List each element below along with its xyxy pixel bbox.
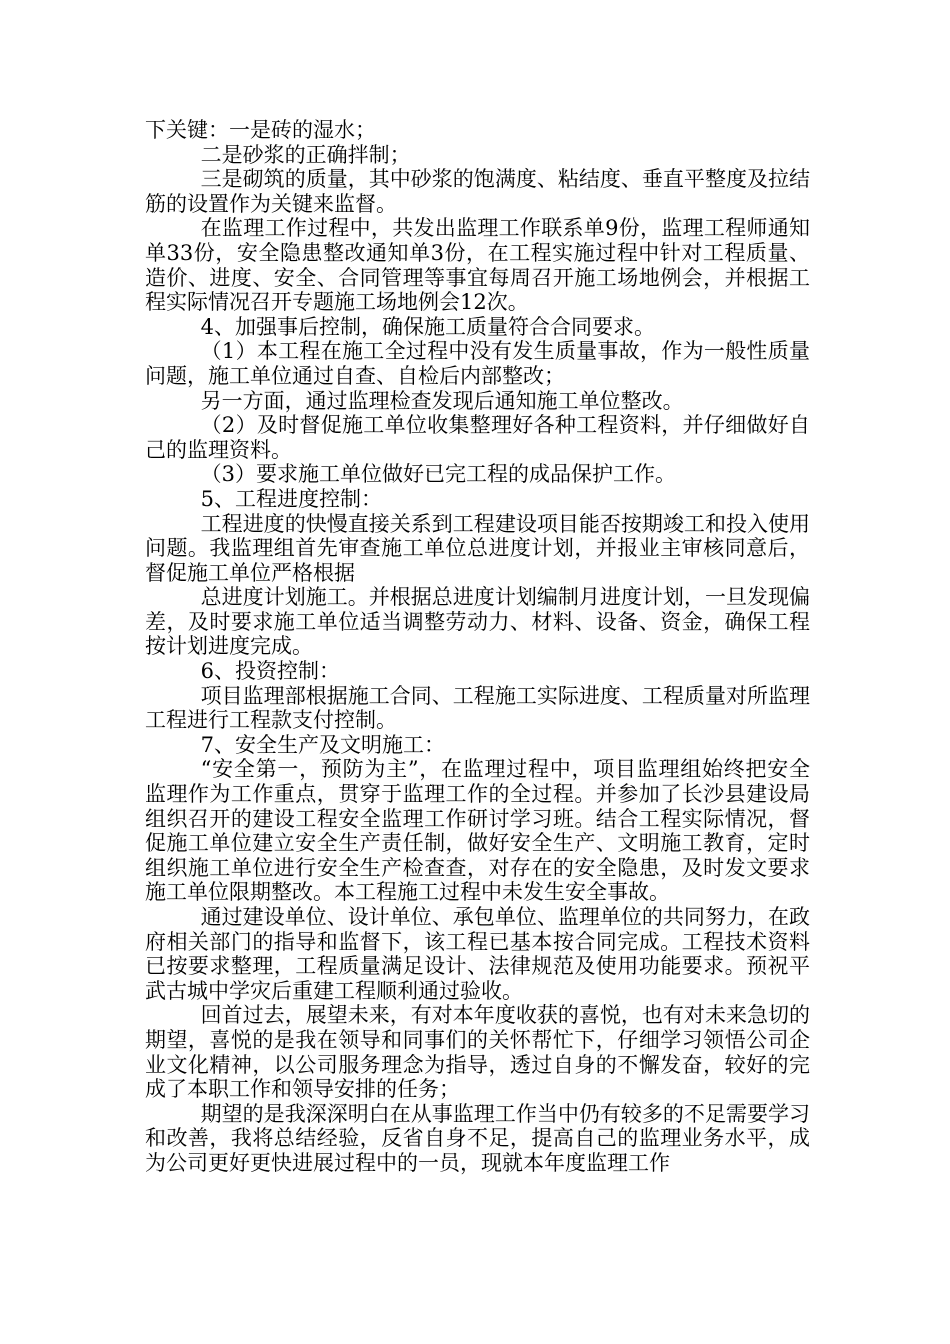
paragraph: 通过建设单位、设计单位、承包单位、监理单位的共同努力，在政府相关部门的指导和监督下，该工程已基本按合同完成。工程技术资料已按要求整理，工程质量满足设计、法律规范及使用功能要求。预祝平武古城中学灾后重建工程顺利通过验收。 xyxy=(145,905,810,1003)
paragraph: 回首过去，展望未来，有对本年度收获的喜悦，也有对未来急切的期望，喜悦的是我在领导和同事们的关怀帮忙下，仔细学习领悟公司企业文化精神，以公司服务理念为指导，透过自身的不懈发奋，较好的完成了本职工作和领导安排的任务； xyxy=(145,1003,810,1102)
paragraph: 另一方面，通过监理检查发现后通知施工单位整改。 xyxy=(200,388,684,413)
paragraph: 下关键：一是砖的湿水； xyxy=(145,118,376,142)
paragraph: 项目监理部根据施工合同、工程施工实际进度、工程质量对所监理工程进行工程款支付控制。 xyxy=(145,683,810,733)
paragraph: 二是砂浆的正确拌制； xyxy=(200,142,411,167)
paragraph: 在监理工作过程中，共发出监理工作联系单9份，监理工程师通知单33份，安全隐患整改通知单3份，在工程实施过程中针对工程质量、造价、进度、安全、合同管理等事宜每周召开施工场地例会，并根据工程实际情况召开专题施工场地例会12次。 xyxy=(145,216,810,315)
paragraph: “安全第一，预防为主”，在监理过程中，项目监理组始终把安全监理作为工作重点，贯穿于监理工作的全过程。并参加了长沙县建设局组织召开的建设工程安全监理工作研讨学习班。结合工程实际情况，督促施工单位建立安全生产责任制，做好安全生产、文明施工教育，定时组织施工单位进行安全生产检查查，对存在的安全隐患，及时发文要求施工单位限期整改。本工程施工过程中未发生安全事故。 xyxy=(145,757,810,905)
section-heading: 6、投资控制： xyxy=(200,659,341,684)
section-heading: 7、安全生产及文明施工： xyxy=(200,732,446,757)
paragraph: 总进度计划施工。并根据总进度计划编制月进度计划，一旦发现偏差，及时要求施工单位适当调整劳动力、材料、设备、资金，确保工程按计划进度完成。 xyxy=(145,585,810,659)
paragraph: 三是砌筑的质量，其中砂浆的饱满度、粘结度、垂直平整度及拉结筋的设置作为关键来监督。 xyxy=(145,167,810,216)
paragraph: （1）本工程在施工全过程中没有发生质量事故，作为一般性质量问题，施工单位通过自查、自检后内部整改； xyxy=(145,339,810,388)
section-heading: 5、工程进度控制： xyxy=(200,486,383,511)
paragraph: 期望的是我深深明白在从事监理工作当中仍有较多的不足需要学习和改善，我将总结经验，反省自身不足，提高自己的监理业务水平，成为公司更好更快进展过程中的一员，现就本年度监理工作 xyxy=(145,1101,810,1175)
paragraph: （3）要求施工单位做好已完工程的成品保护工作。 xyxy=(200,462,676,487)
document-body xyxy=(145,118,810,1176)
paragraph: 工程进度的快慢直接关系到工程建设项目能否按期竣工和投入使用问题。我监理组首先审查施工单位总进度计划，并报业主审核同意后，督促施工单位严格根据 xyxy=(145,511,810,585)
section-heading: 4、加强事后控制，确保施工质量符合合同要求。 xyxy=(200,314,655,339)
paragraph: （2）及时督促施工单位收集整理好各种工程资料，并仔细做好自己的监理资料。 xyxy=(145,413,810,462)
